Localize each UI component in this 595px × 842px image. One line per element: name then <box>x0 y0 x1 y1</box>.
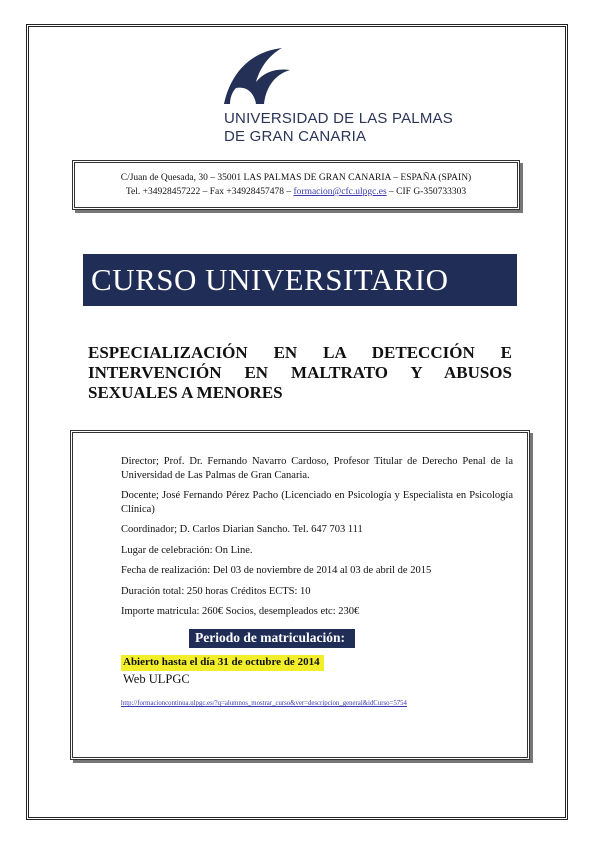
course-title: ESPECIALIZACIÓN EN LA DETECCIÓN E INTERVENCIÓN EN MALTRATO Y ABUSOS SEXUALES A MENORES <box>88 343 512 402</box>
contact-email-link[interactable]: formacion@cfc.ulpgc.es <box>293 187 387 197</box>
director-info: Director; Prof. Dr. Fernando Navarro Cardoso, Profesor Titular de Derecho Penal de la Universidad de Las Palmas de Gran Canaria. <box>121 456 513 481</box>
course-details <box>121 455 513 626</box>
fecha-info: Fecha de realización: Del 03 de noviembre de 2014 al 03 de abril de 2015 <box>121 565 432 576</box>
logo-text-line1: UNIVERSIDAD DE LAS PALMAS <box>224 110 453 127</box>
lugar-info: Lugar de celebración: On Line. <box>121 544 253 556</box>
page-title-banner: CURSO UNIVERSITARIO <box>83 254 517 306</box>
coordinador-info: Coordinador; D. Carlos Diarian Sancho. Tel. 647 703 111 <box>121 524 363 535</box>
enrollment-deadline: Abierto hasta el día 31 de octubre de 2014 <box>121 655 324 671</box>
contact-cif: – CIF G-350733303 <box>386 187 467 197</box>
docente-info: Docente; José Fernando Pérez Pacho (Licenciado en Psicología y Especialista en Psicología Clínica) <box>121 490 513 515</box>
contact-phone-line <box>75 185 517 199</box>
course-web-link[interactable]: http://formacioncontinua.ulpgc.es/?q=alumnos_mostrar_curso&ver=descripcion_general&idCurso=5754 <box>121 700 407 707</box>
logo-text-line2: DE GRAN CANARIA <box>224 128 367 145</box>
ulpgc-emblem-icon <box>220 46 300 108</box>
duracion-info: Duración total: 250 horas Créditos ECTS: 10 <box>121 585 311 597</box>
contact-phones: Tel. +34928457222 – Fax +34928457478 – <box>125 187 294 197</box>
contact-box <box>72 160 520 210</box>
university-logo <box>216 46 453 158</box>
contact-address: C/Juan de Quesada, 30 – 35001 LAS PALMAS DE GRAN CANARIA – ESPAÑA (SPAIN) <box>120 173 472 183</box>
course-details-box <box>70 430 530 760</box>
web-label: Web ULPGC <box>123 672 190 686</box>
importe-info: Importe matricula: 260€ Socios, desempleados etc: 230€ <box>121 606 360 617</box>
enrollment-period-label: Periodo de matriculación: <box>189 629 355 648</box>
